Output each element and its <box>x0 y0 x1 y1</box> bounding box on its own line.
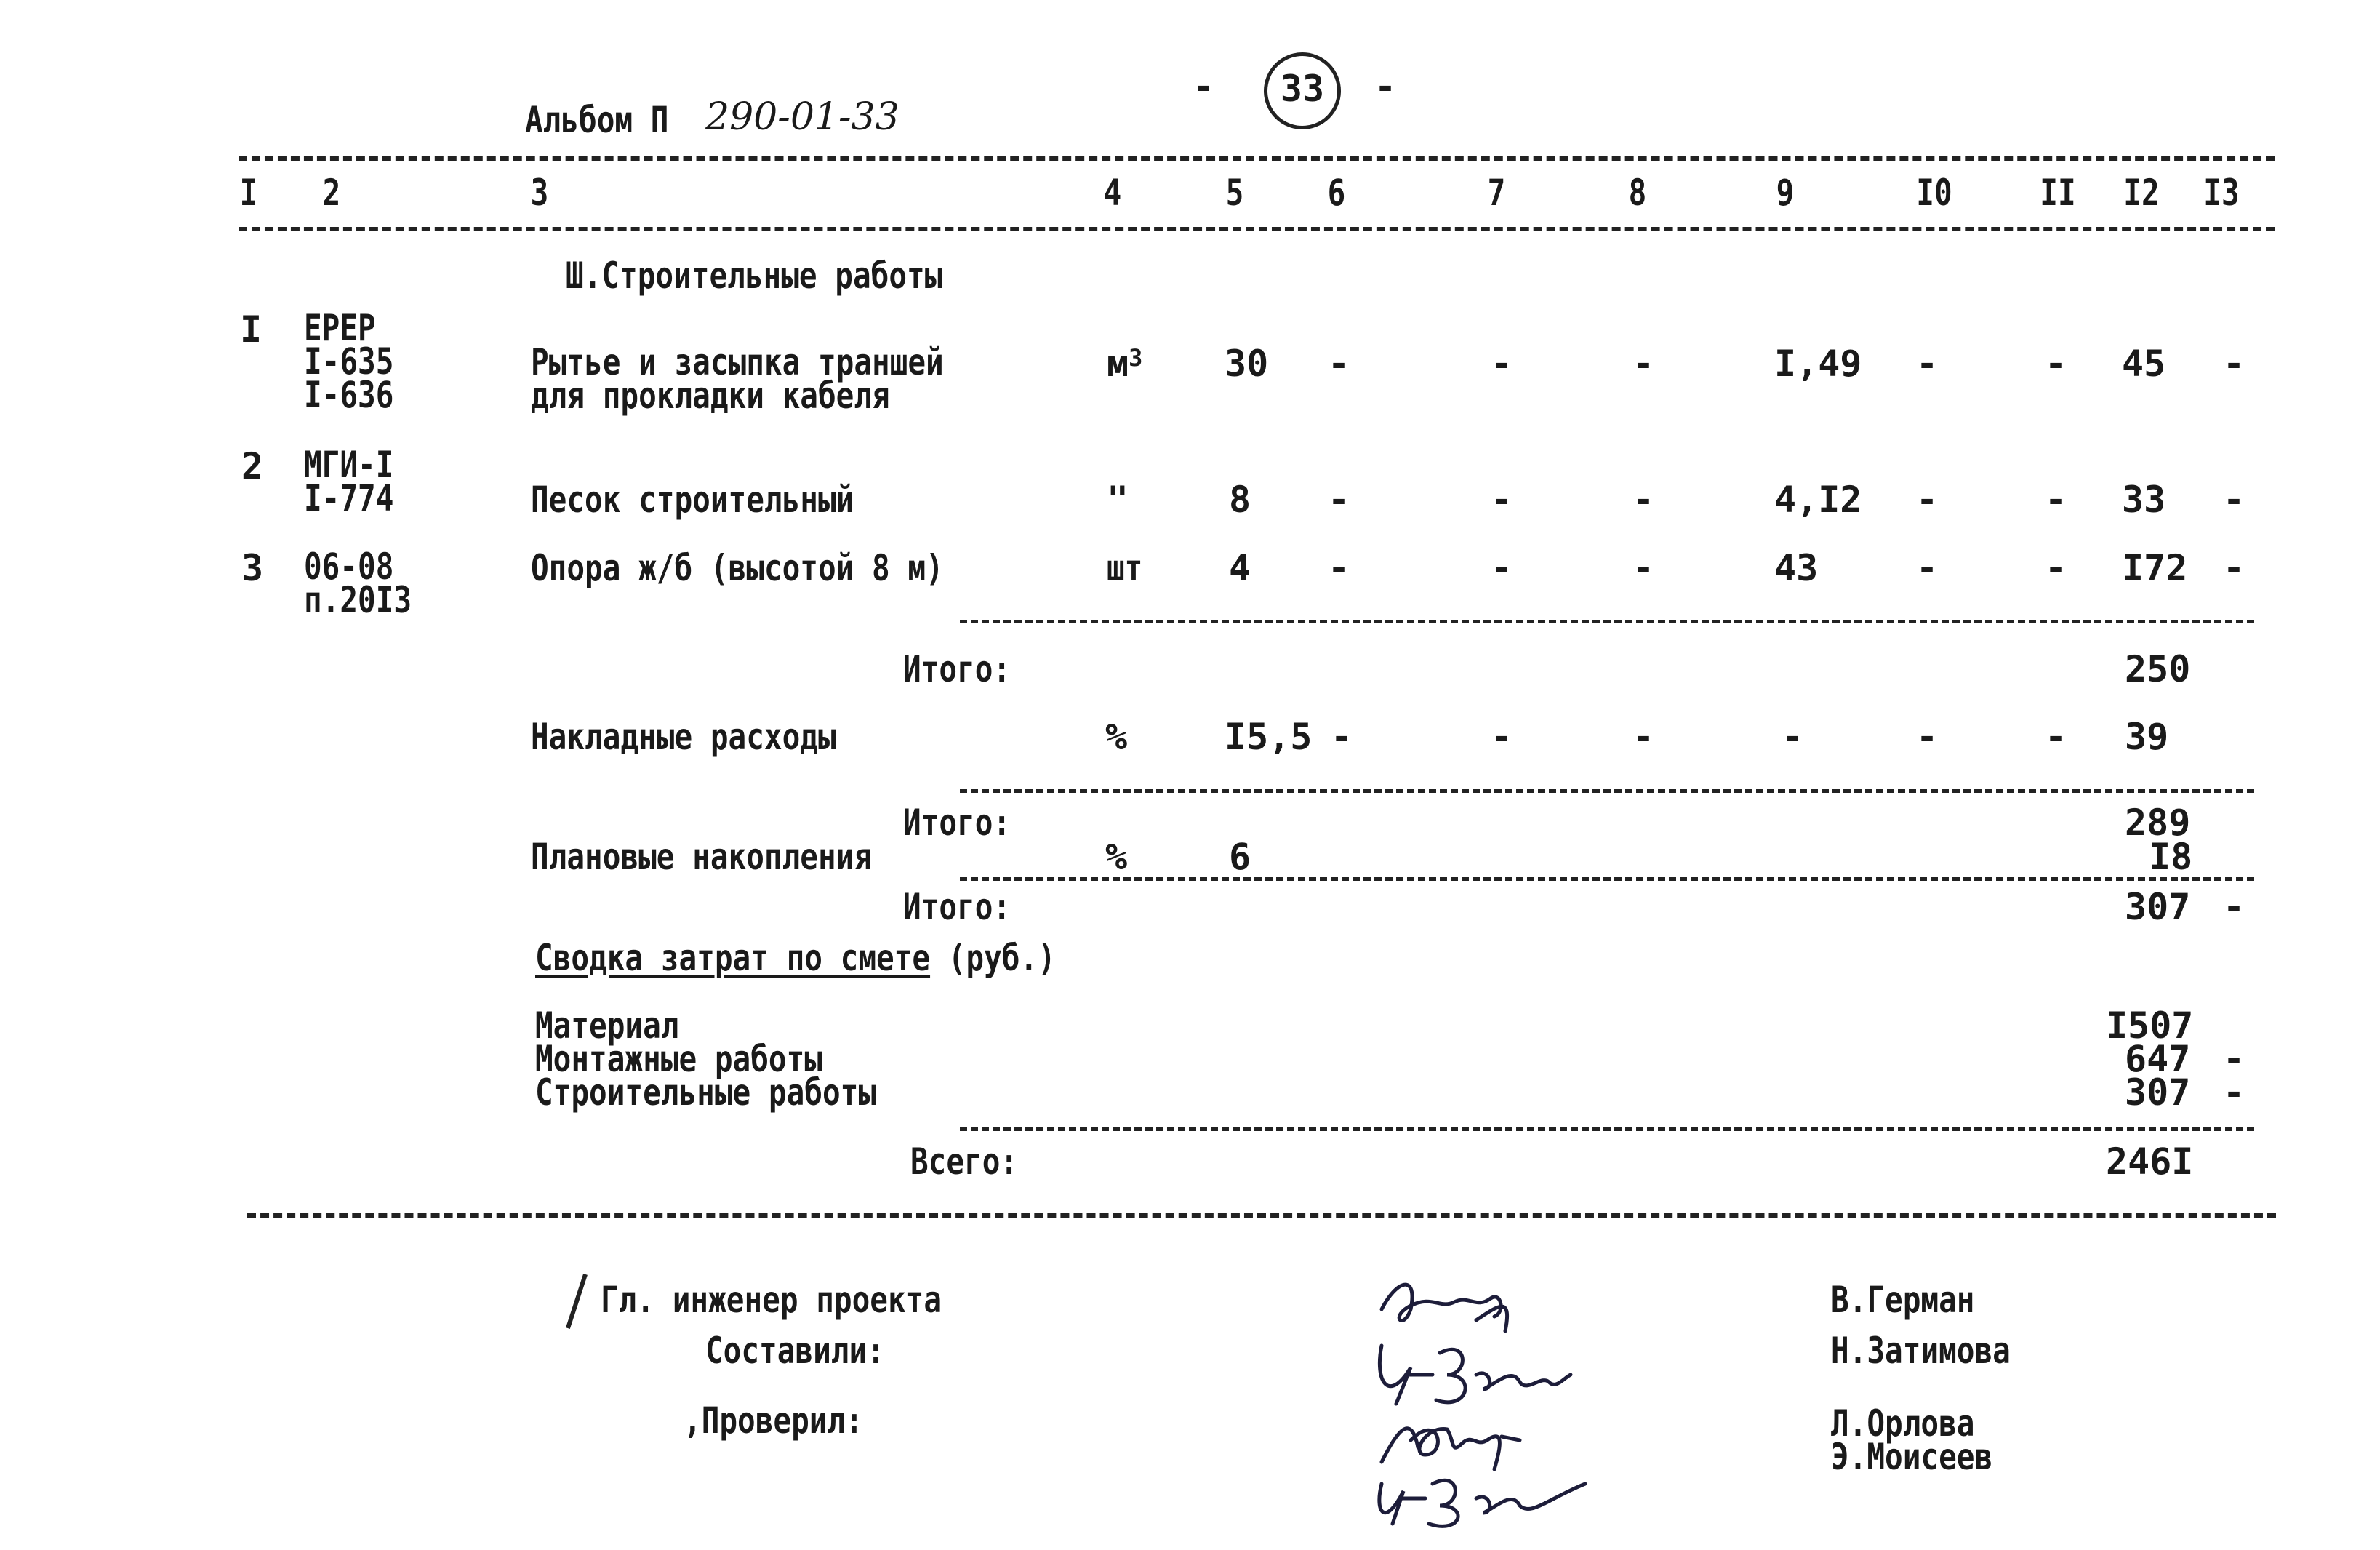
row-1-c13: - <box>2223 343 2245 385</box>
checked-label-text: Проверил: <box>701 1399 863 1442</box>
row-1-code-line: I-636 <box>304 374 394 416</box>
col-header-4: 4 <box>1103 172 1122 214</box>
planned-rate: 6 <box>1229 836 1251 878</box>
col-header-6: 6 <box>1327 172 1346 214</box>
signature-german <box>1382 1285 1507 1331</box>
row-1-code-line: ЕРЕР <box>304 307 376 349</box>
row-1-c11: - <box>2045 343 2067 385</box>
col-header-5: 5 <box>1225 172 1244 214</box>
row-1-c8: - <box>1632 343 1655 385</box>
summary-item-label: Строительные работы <box>535 1071 877 1114</box>
row-2-c8: - <box>1632 479 1655 521</box>
col-header-3: 3 <box>530 172 549 214</box>
overhead-rate: I5,5 <box>1225 716 1313 758</box>
overhead-label: Накладные расходы <box>531 716 836 758</box>
overhead-dash: - <box>1331 716 1353 758</box>
rule-bottom <box>247 1213 2276 1218</box>
row-3-code-line: п.20I3 <box>304 579 412 621</box>
summary-item-value: 307 <box>2125 1071 2191 1114</box>
row-3-unit: шт <box>1107 547 1143 589</box>
header-rule-top <box>239 156 2275 161</box>
itogo-1-label: Итого: <box>903 648 1011 690</box>
row-3-c7: - <box>1491 547 1513 589</box>
signer-name: Л.Орлова <box>1831 1402 1975 1445</box>
summary-item-value: 647 <box>2125 1038 2191 1080</box>
summary-item-label: Материал <box>535 1004 679 1047</box>
signer-name: В.Герман <box>1831 1279 1975 1321</box>
row-2-code <box>304 444 414 519</box>
row-3-c12: I72 <box>2122 547 2188 589</box>
rule-after-overhead <box>960 789 2254 793</box>
row-3-qty: 4 <box>1229 547 1251 589</box>
summary-item-dash: - <box>2223 1038 2245 1080</box>
total-label: Всего: <box>910 1140 1019 1183</box>
itogo-3-value: 307 <box>2125 886 2191 928</box>
row-3-c11: - <box>2045 547 2067 589</box>
row-2-qty: 8 <box>1229 479 1251 521</box>
row-1-name <box>531 341 1034 417</box>
row-1-name-line: Рытье и засыпка траншей <box>531 341 944 383</box>
signature-zatimova-2 <box>1379 1480 1585 1526</box>
signature-zatimova <box>1379 1346 1571 1404</box>
signer-name: Э.Моисеев <box>1831 1436 1993 1478</box>
overhead-unit: % <box>1105 716 1128 758</box>
overhead-dash: - <box>1782 716 1804 758</box>
total-value: 246I <box>2106 1140 2194 1183</box>
row-2-c11: - <box>2045 479 2067 521</box>
row-1-c12: 45 <box>2122 343 2166 385</box>
row-1-c10: - <box>1916 343 1939 385</box>
row-2-c12: 33 <box>2122 479 2166 521</box>
row-1-c6: - <box>1328 343 1350 385</box>
row-3-name: Опора ж/б (высотой 8 м) <box>531 547 944 589</box>
col-header-7: 7 <box>1487 172 1506 214</box>
album-label: Альбом П <box>525 99 669 141</box>
signature-orlova <box>1382 1429 1520 1469</box>
page-number-circle <box>1264 52 1341 129</box>
summary-item-dash: - <box>2223 1071 2245 1114</box>
summary-title <box>535 937 1170 979</box>
page-number: 33 <box>1280 68 1325 110</box>
overhead-dash: - <box>1916 716 1939 758</box>
summary-title-suffix: (руб.) <box>947 937 1056 979</box>
itogo-3-label: Итого: <box>903 886 1011 928</box>
row-3-c13: - <box>2223 547 2245 589</box>
row-1-name-line: для прокладки кабеля <box>531 375 890 417</box>
itogo-1-value: 250 <box>2125 648 2191 690</box>
rule-before-total <box>960 1127 2254 1131</box>
col-header-10: I0 <box>1916 172 1952 214</box>
col-header-8: 8 <box>1628 172 1647 214</box>
row-3-num: 3 <box>241 547 264 589</box>
row-2-unit: " <box>1107 479 1129 521</box>
signer-name: Н.Затимова <box>1831 1330 2011 1372</box>
row-1-num: I <box>240 308 263 351</box>
section-title: Ш.Строительные работы <box>566 255 943 297</box>
slash-mark <box>566 1274 588 1329</box>
planned-value: I8 <box>2149 836 2193 878</box>
itogo-2-label: Итого: <box>903 802 1011 844</box>
row-2-c6: - <box>1328 479 1350 521</box>
summary-item-value: I507 <box>2106 1004 2194 1047</box>
overhead-dash: - <box>1632 716 1655 758</box>
col-header-9: 9 <box>1776 172 1795 214</box>
row-3-c8: - <box>1632 547 1655 589</box>
col-header-1: I <box>239 172 258 214</box>
rule-after-rows <box>960 620 2254 623</box>
summary-title-underlined: Сводка затрат по смете <box>535 937 931 979</box>
row-2-name: Песок строительный <box>531 479 854 521</box>
row-3-c9: 43 <box>1774 547 1819 589</box>
overhead-value: 39 <box>2125 716 2169 758</box>
row-3-c6: - <box>1328 547 1350 589</box>
row-2-num: 2 <box>241 445 264 487</box>
row-1-code <box>304 307 414 416</box>
unit-superscript: 3 <box>1129 344 1143 372</box>
header-rule-bottom <box>239 227 2275 231</box>
row-2-c9: 4,I2 <box>1774 479 1862 521</box>
row-2-c10: - <box>1916 479 1939 521</box>
planned-label: Плановые накопления <box>531 836 873 878</box>
col-header-12: I2 <box>2123 172 2160 214</box>
overhead-dash: - <box>2045 716 2067 758</box>
summary-item-label: Монтажные работы <box>535 1038 822 1080</box>
row-2-code-line: I-774 <box>304 477 394 519</box>
col-header-11: II <box>2040 172 2076 214</box>
row-3-c10: - <box>1916 547 1939 589</box>
checked-label: ,Проверил: <box>684 1399 863 1442</box>
album-number: 290-01-33 <box>705 95 899 139</box>
handwritten-signatures <box>1367 1266 1629 1513</box>
row-3-code <box>304 546 436 621</box>
composed-label: Составили: <box>705 1330 885 1372</box>
itogo-2-value: 289 <box>2125 802 2191 844</box>
overhead-dash: - <box>1491 716 1513 758</box>
row-1-c7: - <box>1491 343 1513 385</box>
row-1-code-line: I-635 <box>304 340 394 383</box>
row-1-unit: $м^3$ <box>1107 343 1143 385</box>
row-2-c7: - <box>1491 479 1513 521</box>
page-dash-right: - <box>1374 65 1397 108</box>
col-header-2: 2 <box>322 172 341 214</box>
planned-unit: % <box>1105 836 1128 878</box>
row-1-qty: 30 <box>1225 343 1269 385</box>
row-1-c9: I,49 <box>1774 343 1862 385</box>
row-3-code-line: 06-08 <box>304 546 394 588</box>
chief-engineer-label: Гл. инженер проекта <box>601 1279 942 1321</box>
col-header-13: I3 <box>2203 172 2240 214</box>
row-2-c13: - <box>2223 479 2245 521</box>
page-dash-left: - <box>1193 65 1215 108</box>
rule-after-planned <box>960 877 2254 881</box>
row-2-code-line: МГИ-I <box>304 444 394 486</box>
itogo-3-dash: - <box>2223 886 2245 928</box>
